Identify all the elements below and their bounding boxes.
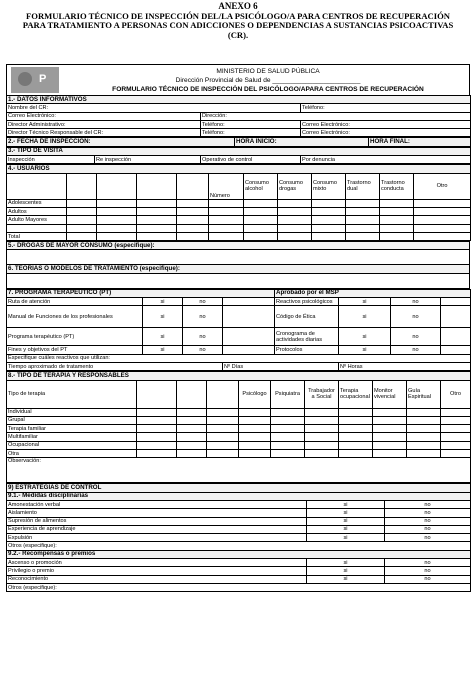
address-field[interactable]: Dirección: [201,112,471,120]
pt-goals: Fines y objetivos del PT [7,346,143,354]
section-5-6 [6,241,470,289]
row-adults: Adultos [7,207,67,215]
cr-name-field[interactable]: Nombre del CR: [7,104,301,112]
section-1-3 [6,95,471,137]
col-spiritual: Guía Espiritual [407,380,441,408]
inspection-form [6,64,470,592]
treatment-time-label: Tiempo aproximado de tratamento [7,362,223,370]
psych-tests: Reactivos psicológicos [275,298,339,306]
section-9-control: 9) ESTRATEGIAS DE CONTROL 9.1.- Medidas disciplinarias Amonestación verbal si no Aislamiento si no Supresión de alimentos si no Experiencia de aprendizaje si no Expulsión si no Otros (especifique): 9.2.- Recompensas o premios Ascenso o promoción si no Privilegio o premio si no Reconocimiento si no Otros (especifique): [6,483,471,592]
route-of-care: Ruta de atención [7,298,143,306]
disc-learning: Experiencia de aprendizaje [7,525,307,533]
end-time-field[interactable]: HORA FINAL: [369,138,471,146]
col-occupational: Terapia ocupacional [339,380,373,408]
logo-circle-icon [18,72,32,86]
reward-other-field[interactable]: Otros (especifique): [7,583,471,591]
hours-field[interactable]: Nº Horas [339,362,471,370]
theories-answer-field[interactable] [7,273,470,288]
disciplinary-subtitle: 9.1.- Medidas disciplinarias [7,492,471,500]
disc-isolation: Aislamiento [7,509,307,517]
phone-field[interactable]: Teléfono: [301,104,471,112]
logo-p-icon: P [39,73,47,85]
therapy-multifamily: Multifamiliar [7,433,137,441]
protocols: Protocolos [275,346,339,354]
col-conduct: Trastorno conducta [380,173,414,199]
form-title: FORMULARIO TÉCNICO DE INSPECCIÓN DEL PSICÓLOGO/APARA CENTROS DE RECUPERACIÓN [112,86,424,93]
col-drugs: Consumo drogas [278,173,312,199]
ministry-name: MINISTERIO DE SALUD PÚBLICA [216,68,320,75]
section-8-therapy [6,371,471,483]
disc-verbal: Amonestación verbal [7,500,307,508]
disc-food: Supresión de alimentos [7,517,307,525]
row-adolescents: Adolescentes [7,199,67,207]
col-monitor: Monitor vivencial [373,380,407,408]
admin-director-field[interactable]: Director Administrativo: [7,120,201,128]
approved-label: Aprobado por el MSP [275,289,471,297]
section-2 [6,137,471,146]
section-5-title: 5.- DROGAS DE MAYOR CONSUMO (especifique): [7,242,470,250]
start-time-field[interactable]: HORA INICIO: [235,138,369,146]
section-6-title: 6. TEORIAS O MODELOS DE TRATAMIENTO (especifique): [7,265,470,273]
col-dual: Trastorno dual [346,173,380,199]
visit-type-control[interactable]: Operativo de control [201,156,301,164]
title-line-1: FORMULARIO TÉCNICO DE INSPECCIÓN DEL/LA PSICÓLOGO/A PARA CENTROS DE RECUPERACIÓN [26,10,450,21]
tech-director-phone[interactable]: Teléfono: [201,129,301,137]
tech-director-field[interactable]: Director Técnico Responsable del CR: [7,129,201,137]
visit-type-reinspection[interactable]: Re inspección [95,156,201,164]
annex-label: ANEXO 6 [218,1,258,11]
provincial-direction: Dirección Provincial de Salud de ________________________ [175,77,361,84]
msp-logo [11,67,59,93]
visit-type-complaint[interactable]: Por denuncia [301,156,471,164]
section-4-title: 4.- USUARIOS [7,165,471,173]
tech-director-email[interactable]: Correo Electrónico: [301,129,471,137]
functions-manual: Manual de Funciones de los profesionales [7,306,143,328]
visit-type-inspection[interactable]: Inspección [7,156,95,164]
inspection-date-field[interactable]: 2.- FECHA DE INSPECCIÓN: [7,138,235,146]
section-8-title: 8.- TIPO DE TERAPIA Y RESPONSABLES [7,372,471,380]
form-head [6,64,470,95]
therapy-individual: Individual [7,408,137,416]
therapy-family: Terapia familiar [7,425,137,433]
reward-recognition: Reconocimiento [7,575,307,583]
reward-privilege: Privilegio o premio [7,567,307,575]
col-alcohol: Consumo alcohol [244,173,278,199]
ethics-code: Código de Ética [275,306,339,328]
title-line-3: (CR). [227,29,249,40]
col-mixed: Consumo mixto [312,173,346,199]
disc-other-field[interactable]: Otros (especifique): [7,542,471,550]
section-3 [6,147,471,165]
row-total: Total [7,232,67,240]
col-number: Número [209,173,244,199]
rewards-subtitle: 9.2.- Recompensas o premios [7,550,471,558]
email-field[interactable]: Correo Electrónico: [7,112,201,120]
section-7-program: 7. PROGRAMA TERAPÉUTICO (PT) Aprobado por el MSP Ruta de atención si no Reactivos psicológicos si no Manual de Funciones de los profesionales si no Código de Ética si no Programa terapéutico (PT) si no Cronograma de actividades diarias si no Fines y objetivos del PT si no Protocolos si no Especifique cuáles reactivos que utilizan: Tiempo aproximado de tratamento Nº Días Nº Horas [6,289,471,371]
row-elderly: Adulto Mayores [7,216,67,224]
disc-expulsion: Expulsión [7,534,307,542]
drugs-answer-field[interactable] [7,250,470,265]
reward-promotion: Ascenso o promoción [7,558,307,566]
tests-used-field[interactable]: Especifique cuáles reactivos que utilizan: [7,354,471,362]
section-1-title: 1.- DATOS INFORMATIVOS [7,96,471,104]
days-field[interactable]: Nº Días [223,362,339,370]
col-other: Otro [414,173,471,199]
section-9-title: 9) ESTRATEGIAS DE CONTROL [7,484,471,492]
activities-schedule: Cronograma de actividades diarias [275,328,339,346]
document-header [0,2,476,40]
col-psychiatrist: Psiquiatra [271,380,305,408]
col-social-worker: Trabajador a Social [305,380,339,408]
col-other-therapy: Otro [441,380,471,408]
therapy-type-header: Tipo de terapia [7,380,137,408]
section-7-title: 7. PROGRAMA TERAPÉUTICO (PT) [7,289,275,297]
observation-field[interactable]: Observación: [7,458,471,483]
admin-director-phone[interactable]: Teléfono: [201,120,301,128]
therapy-group: Grupal [7,416,137,424]
therapy-other: Otra [7,450,137,458]
title-line-2: PARA TRATAMIENTO A PERSONAS CON ADICCIONES O DEPENDENCIAS A SUSTANCIAS PSICOACTIVAS [22,20,454,31]
therapeutic-program: Programa terapéutico (PT) [7,328,143,346]
section-4-users [6,164,471,241]
section-3-title: 3.- TIPO DE VISITA [7,147,471,155]
col-psychologist: Psicólogo [239,380,271,408]
therapy-occupational: Ocupacional [7,441,137,449]
admin-director-email[interactable]: Correo Electrónico: [301,120,471,128]
